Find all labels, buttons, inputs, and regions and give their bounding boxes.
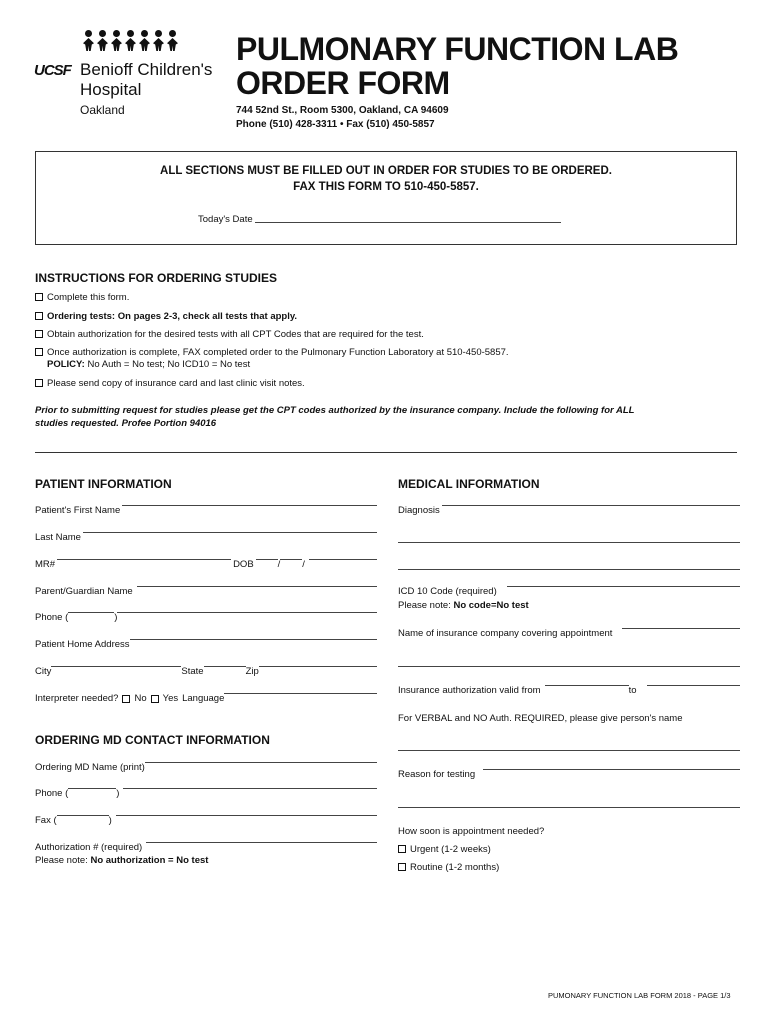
instruction-checkbox-icon[interactable]: [35, 293, 43, 301]
md-phone-field[interactable]: Phone ( ): [35, 788, 377, 800]
mr-dob-field[interactable]: MR# DOB / /: [35, 559, 377, 571]
interpreter-field: Interpreter needed? No Yes Language: [35, 693, 377, 705]
todays-date-field[interactable]: [198, 214, 561, 225]
instruction-item-2: Ordering tests: On pages 2-3, check all tests that apply.: [35, 311, 297, 323]
icd-field[interactable]: ICD 10 Code (required): [398, 586, 740, 598]
title-line2: ORDER FORM: [236, 65, 450, 101]
section-divider: [35, 452, 737, 453]
phone-fax-line: Phone (510) 428-3311 • Fax (510) 450-5857: [236, 119, 435, 130]
cpt-note: Prior to submitting request for studies please get the CPT codes authorized by the insurance company. Include the following for ALL studies requested. Profee Portion 94016: [35, 405, 635, 429]
instruction-checkbox-icon[interactable]: [35, 330, 43, 338]
diagnosis-field[interactable]: Diagnosis: [398, 505, 740, 517]
urgent-checkbox-icon[interactable]: [398, 845, 406, 853]
md-fax-field[interactable]: Fax ( ): [35, 815, 377, 827]
reason-field[interactable]: Reason for testing: [398, 769, 740, 781]
authorization-field[interactable]: Authorization # (required): [35, 842, 377, 854]
insurance-line-2[interactable]: [398, 666, 740, 667]
patient-phone-field[interactable]: Phone ( ): [35, 612, 377, 624]
interpreter-yes-checkbox-icon[interactable]: [151, 695, 159, 703]
form-title: [236, 32, 678, 100]
medical-heading: MEDICAL INFORMATION: [398, 477, 540, 491]
city-state-zip-field[interactable]: City State Zip: [35, 666, 377, 678]
logo-ucsf: UCSF: [34, 62, 71, 79]
first-name-field[interactable]: Patient's First Name: [35, 505, 377, 517]
diagnosis-line-3[interactable]: [398, 569, 740, 570]
children-logo-icon: [82, 30, 180, 57]
logo-line2: Hospital: [80, 80, 142, 99]
todays-date-label: Today's Date: [198, 214, 253, 225]
instruction-item-4: Once authorization is complete, FAX completed order to the Pulmonary Function Laboratory at 510-450-5857.: [35, 347, 509, 359]
instruction-item-1: Complete this form.: [35, 292, 129, 304]
authorization-note: Please note: No authorization = No test: [35, 855, 209, 866]
notice-line1: ALL SECTIONS MUST BE FILLED OUT IN ORDER FOR STUDIES TO BE ORDERED.: [160, 165, 612, 177]
notice-line2: FAX THIS FORM TO 510-450-5857.: [293, 181, 479, 193]
language-line[interactable]: [224, 693, 377, 694]
home-address-field[interactable]: Patient Home Address: [35, 639, 377, 651]
insurance-field[interactable]: Name of insurance company covering appointment: [398, 628, 740, 640]
page-footer: PUMONARY FUNCTION LAB FORM 2018 - PAGE 1/3: [548, 991, 731, 1000]
md-name-field[interactable]: Ordering MD Name (print): [35, 762, 377, 774]
interpreter-no-checkbox-icon[interactable]: [122, 695, 130, 703]
urgent-option[interactable]: Urgent (1-2 weeks): [398, 844, 491, 856]
notice-box: [35, 151, 737, 245]
lab-address: [236, 104, 449, 132]
reason-line-2[interactable]: [398, 807, 740, 808]
instruction-checkbox-icon[interactable]: [35, 348, 43, 356]
verbal-label: For VERBAL and NO Auth. REQUIRED, please give person's name: [398, 713, 683, 724]
diagnosis-line-2[interactable]: [398, 542, 740, 543]
instruction-item-5: Please send copy of insurance card and last clinic visit notes.: [35, 378, 305, 390]
title-line1: PULMONARY FUNCTION LAB: [236, 31, 679, 67]
routine-checkbox-icon[interactable]: [398, 863, 406, 871]
logo-line1: Benioff Children's: [80, 60, 213, 79]
how-soon-label: How soon is appointment needed?: [398, 826, 545, 837]
ordering-md-heading: ORDERING MD CONTACT INFORMATION: [35, 733, 270, 747]
instruction-checkbox-icon[interactable]: [35, 312, 43, 320]
verbal-name-line[interactable]: [398, 750, 740, 751]
last-name-field[interactable]: Last Name: [35, 532, 377, 544]
auth-valid-field[interactable]: Insurance authorization valid from to: [398, 685, 740, 697]
patient-heading: PATIENT INFORMATION: [35, 477, 172, 491]
routine-option[interactable]: Routine (1-2 months): [398, 862, 499, 874]
instructions-heading: INSTRUCTIONS FOR ORDERING STUDIES: [35, 271, 278, 285]
logo-line3: Oakland: [80, 103, 125, 117]
address-line: 744 52nd St., Room 5300, Oakland, CA 94609: [236, 105, 449, 116]
instruction-checkbox-icon[interactable]: [35, 379, 43, 387]
icd-note: Please note: No code=No test: [398, 600, 529, 611]
policy-line: POLICY: No Auth = No test; No ICD10 = No test: [47, 359, 251, 370]
todays-date-line[interactable]: [255, 222, 561, 223]
hospital-logo: [34, 30, 224, 125]
guardian-field[interactable]: Parent/Guardian Name: [35, 586, 377, 598]
instruction-item-3: Obtain authorization for the desired tests with all CPT Codes that are required for the test.: [35, 329, 424, 341]
